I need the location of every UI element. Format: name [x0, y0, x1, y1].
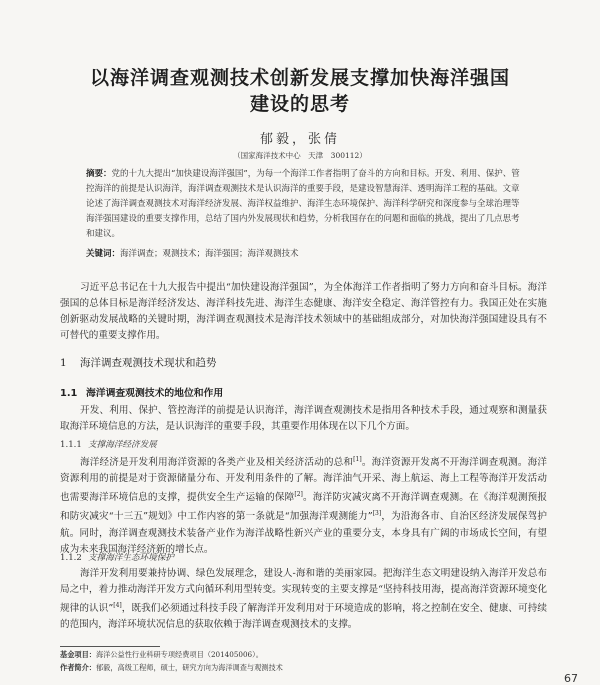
section-1-title: 海洋调查观测技术现状和趋势 [80, 357, 217, 369]
keywords-label: 关键词： [86, 249, 121, 259]
footnote-divider [60, 646, 160, 647]
footnote-funding-text: 海洋公益性行业科研专项经费项目（201405006）。 [95, 650, 263, 659]
footnote-author-label: 作者简介： [60, 663, 96, 672]
para-1-1-2-part-a: 海洋开发利用要兼持协调、绿色发展理念，建设人-海和谐的美丽家园。把海洋生态文明建设纳入海洋开发总布局之中，着力推动海洋开发方式向循环利用型转变。实现转变的主要支撑是“坚持科技用海，提高海洋资源环境变化规律的认识” [60, 568, 547, 615]
section-1-1-title: 海洋调查观测技术的地位和作用 [86, 388, 224, 399]
keywords [86, 247, 522, 259]
footnote-funding [60, 650, 547, 660]
reference-2: [2] [294, 491, 303, 499]
authors: 郁毅，张倩 [259, 132, 340, 147]
section-1-1-2-number: 1.1.2 [60, 553, 82, 563]
footnote-author-text: 郁毅，高级工程师，硕士，研究方向为海洋调查与观测技术 [95, 663, 283, 672]
section-1-1-1-title: 支撑海洋经济发展 [88, 440, 157, 450]
section-1-1-paragraph: 开发、利用、保护、管控海洋的前提是认识海洋，海洋调查观测技术是指用各种技术手段，通过观察和测量获取海洋环境信息的方法，是认识海洋的重要手段，其重要作用体现在以下几个方面。 [60, 405, 547, 432]
abstract-label: 摘要： [86, 169, 112, 179]
abstract-text: 党的十九大提出“加快建设海洋强国”，为每一个海洋工作者指明了奋斗的方向和目标。开发、利用、保护、管控海洋的前提是认识海洋，海洋调查观测技术是认识海洋的重要手段，是建设智慧海洋、透明海洋工程的基础。文章论述了海洋调查观测技术对海洋经济发展、海洋权益维护、海洋生态环境保护、海洋科学研究和深度参与全球治理等海洋强国建设的重要支撑作用，总结了国内外发展现状和趋势，分析我国存在的问题和面临的挑战，提出了几点思考和建议。 [86, 169, 520, 239]
section-1-1-2-paragraph [60, 566, 547, 633]
paper-title-line1: 以海洋调查观测技术创新发展支撑加快海洋强国 [89, 67, 510, 89]
footnote-funding-label: 基金项目： [60, 650, 96, 659]
intro-paragraph: 习近平总书记在十九大报告中提出“加快建设海洋强国”，为全体海洋工作者指明了努力方向和奋斗目标。海洋强国的总体目标是海洋经济发达、海洋科技先进、海洋生态健康、海洋安全稳定、海洋管控有力。我国正处在实施创新驱动发展战略的关键时期，海洋调查观测技术是海洋技术领域中的基础组成部分，对加快海洋强国建设具有不可替代的重要支撑作用。 [60, 282, 547, 341]
reference-4: [4] [113, 602, 122, 609]
reference-1: [1] [353, 456, 362, 463]
section-1-1-1-paragraph [60, 452, 547, 558]
section-1-1-1-number: 1.1.1 [60, 440, 82, 450]
section-1-1-2-title: 支撑海洋生态环境保护 [88, 553, 174, 563]
para-1-1-1-part-a: 海洋经济是开发利用海洋资源的各类产业及相关经济活动的总和 [80, 457, 354, 469]
section-1-number: 1 [60, 357, 67, 369]
section-1-1-1-heading [60, 438, 157, 450]
section-1-1-number: 1.1 [60, 388, 78, 399]
footnote-author [60, 663, 547, 673]
abstract [86, 167, 522, 242]
para-1-1-2-part-b: ，既我们必须通过科技手段了解海洋开发利用对于环境造成的影响，将之控制在安全、健康、可持续的范围内，海洋环境状况信息的获取依赖于海洋调查观测技术的支撑。 [60, 603, 548, 631]
keywords-text: 海洋调查；观测技术；海洋强国；海洋观测技术 [120, 249, 299, 259]
section-1-1-2-heading [60, 551, 174, 563]
paper-title-line2: 建设的思考 [249, 93, 350, 115]
page-number: 67 [564, 672, 578, 685]
affiliation: （国家海洋技术中心 天津 300112） [233, 151, 367, 160]
section-1-heading [60, 355, 217, 370]
para-1-1-1-part-b: 。海洋资源开发离不开海洋调查观测。海洋资源利用的前提是对于资源储量分布、开发利用条件的了解。海洋油气开采、海上航运、海上工程等海洋开发活动也需要海洋环境信息的支撑，提供安全生产运输的保障 [60, 457, 548, 504]
para-1-1-1-part-d: ，为沿海各市、自治区经济发展保驾护航。同时，海洋调查观测技术装备产业作为海洋战略性新兴产业的重要分支，本身具有广阔的市场成长空间，有望成为未来我国海洋经济新的增长点。 [60, 511, 548, 555]
para-1-1-1-part-c: 。海洋防灾减灾离不开海洋调查观测。在《海洋观测预报和防灾减灾“十三五”规划》中工作内容的第一条就是“加强海洋观测能力” [60, 492, 548, 523]
reference-3: [3] [372, 510, 382, 518]
section-1-1-heading [60, 385, 223, 399]
